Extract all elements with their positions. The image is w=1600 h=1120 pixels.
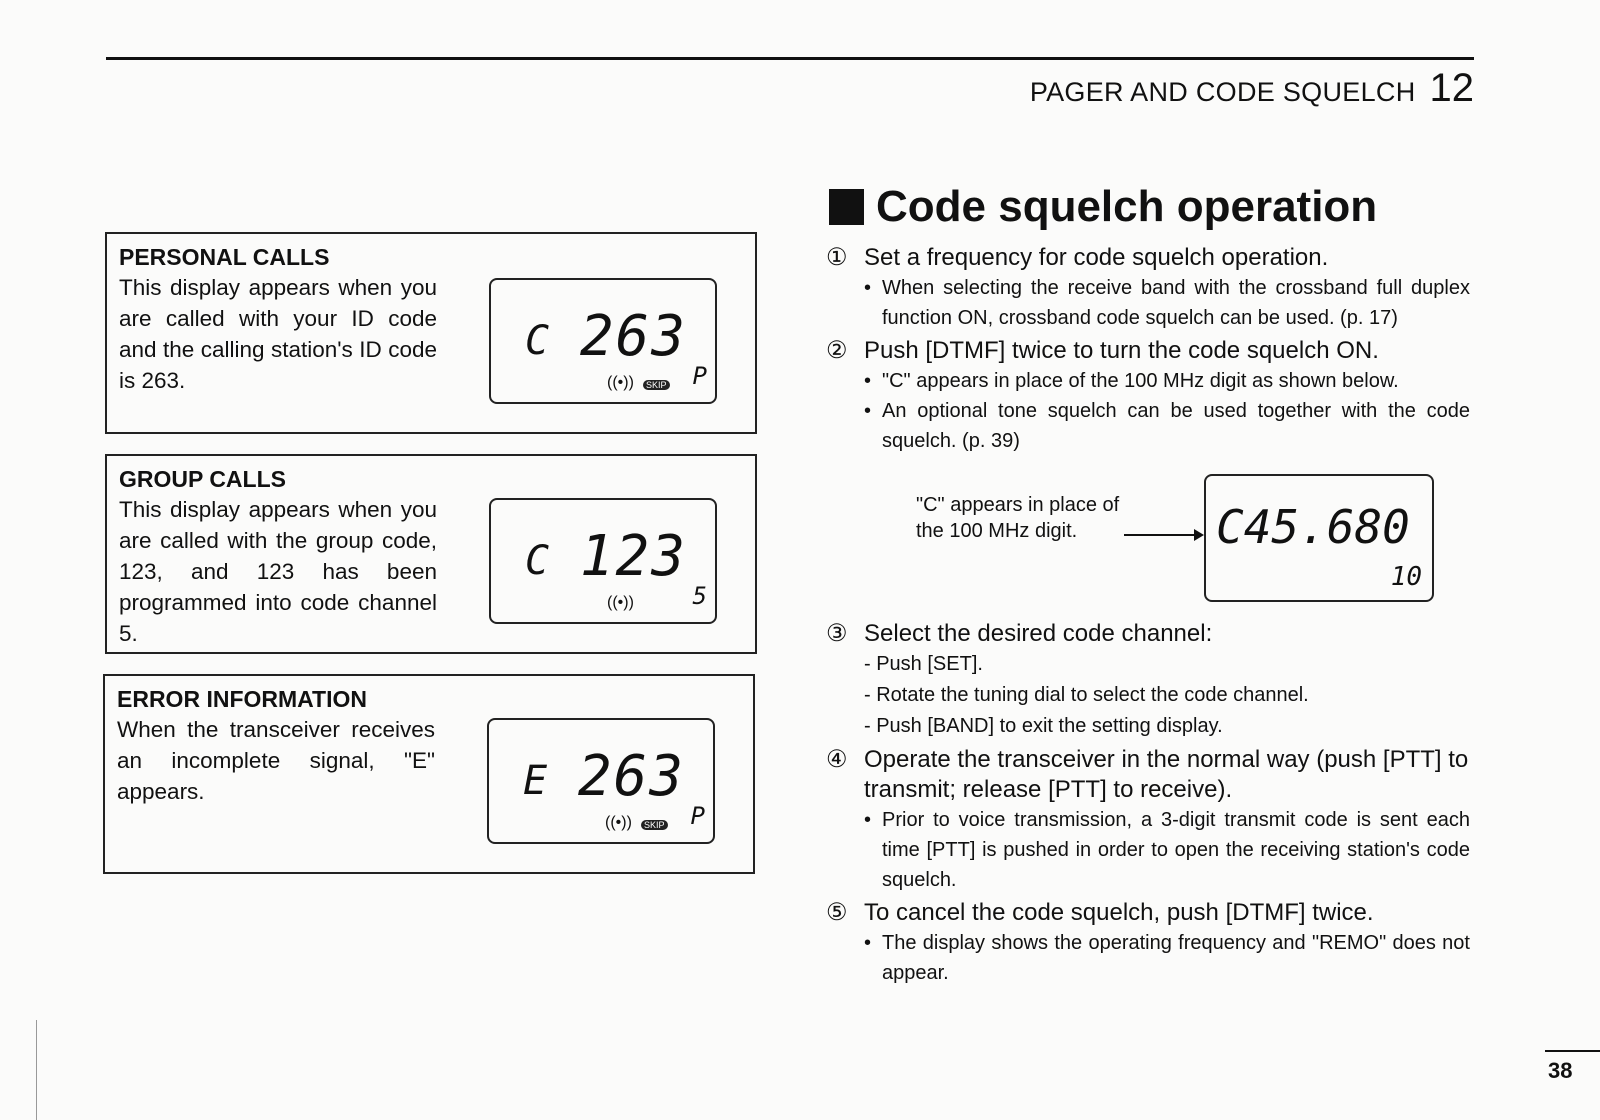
lcd-frequency: C45.680 — [1216, 500, 1410, 554]
signal-icon: ((•)) — [607, 374, 634, 391]
step-text: To cancel the code squelch, push [DTMF] twice. — [864, 899, 1374, 926]
lcd-sub-digits: 10 — [1390, 562, 1422, 592]
lcd-display — [489, 278, 717, 404]
lcd-mode-char: E — [523, 758, 548, 804]
signal-icon: ((•)) — [605, 814, 632, 831]
step-text: Operate the transceiver in the normal way (push [PTT] to transmit; release [PTT] to receive). — [864, 746, 1469, 803]
header-rule — [106, 57, 1474, 60]
lcd-display — [1204, 474, 1434, 602]
bullet-icon: • — [864, 932, 872, 954]
bullet-item — [864, 273, 1470, 333]
step-text: Set a frequency for code squelch operation. — [864, 244, 1329, 271]
section-heading — [829, 182, 1377, 232]
step — [826, 336, 1470, 366]
page-number: 38 — [1548, 1058, 1573, 1083]
instructions — [826, 240, 1470, 988]
box-body: When the transceiver receives an incomplete signal, "E" appears. — [117, 717, 435, 804]
arrow-icon — [1124, 534, 1202, 536]
bullet-icon: • — [864, 277, 872, 299]
step-number: ⑤ — [826, 899, 848, 926]
skip-badge: SKIP — [643, 380, 670, 390]
lcd-mode-char: C — [525, 318, 550, 364]
lcd-display — [489, 498, 717, 624]
lcd-figure — [826, 456, 1470, 616]
step-number: ④ — [826, 746, 848, 773]
step — [826, 898, 1470, 928]
step — [826, 745, 1470, 805]
black-square-icon — [829, 189, 864, 225]
bullet-icon: • — [864, 370, 872, 392]
lcd-indicator: P — [690, 802, 705, 830]
box-body: This display appears when you are called with your ID code and the calling station's ID code is 263. — [119, 275, 437, 393]
box-title: PERSONAL CALLS — [119, 244, 330, 270]
bullet-text: Prior to voice transmission, a 3-digit transmit code is sent each time [PTT] is pushed in order to open the receiving station's code squelch. — [882, 809, 1470, 891]
bullet-icon: • — [864, 400, 872, 422]
step — [826, 619, 1470, 649]
step-text: Push [DTMF] twice to turn the code squelch ON. — [864, 337, 1379, 364]
lcd-indicator: P — [692, 362, 707, 390]
figure-label: "C" appears in place of the 100 MHz digit. — [916, 494, 1120, 542]
signal-icon: ((•)) — [607, 594, 634, 611]
dash-item: - Push [BAND] to exit the setting display. — [864, 715, 1223, 737]
lcd-indicator: 5 — [692, 582, 707, 610]
bullet-item — [864, 805, 1470, 895]
dash-item: - Push [SET]. — [864, 653, 983, 675]
dash-item: - Rotate the tuning dial to select the code channel. — [864, 684, 1309, 706]
box-title: GROUP CALLS — [119, 466, 286, 492]
chapter-number: 12 — [1429, 66, 1474, 110]
bullet-item — [864, 928, 1470, 988]
page-number-rule — [1545, 1050, 1600, 1052]
skip-badge: SKIP — [641, 820, 668, 830]
bullet-text: The display shows the operating frequency and "REMO" does not appear. — [882, 932, 1470, 984]
step-number: ③ — [826, 620, 848, 647]
margin-line — [36, 1020, 37, 1120]
bullet-text: An optional tone squelch can be used together with the code squelch. (p. 39) — [882, 400, 1470, 452]
lcd-mode-char: C — [525, 538, 550, 584]
chapter-title: PAGER AND CODE SQUELCH — [1029, 77, 1416, 107]
lcd-digits: 123 — [579, 524, 687, 589]
bullet-icon: • — [864, 809, 872, 831]
section-title: Code squelch operation — [876, 182, 1378, 231]
lcd-digits: 263 — [579, 304, 687, 369]
lcd-display — [487, 718, 715, 844]
bullet-text: When selecting the receive band with the crossband full duplex function ON, crossband code squelch can be used. (p. 17) — [882, 277, 1470, 329]
step-text: Select the desired code channel: — [864, 620, 1213, 647]
box-body: This display appears when you are called with the group code, 123, and 123 has been programmed into code channel 5. — [119, 497, 437, 646]
step-number: ① — [826, 244, 848, 271]
group-calls-box — [105, 454, 757, 654]
step — [826, 243, 1470, 273]
page-header — [1030, 66, 1474, 111]
bullet-item — [864, 396, 1470, 456]
lcd-digits: 263 — [577, 744, 685, 809]
bullet-item — [864, 366, 1470, 396]
step-number: ② — [826, 337, 848, 364]
error-information-box — [103, 674, 755, 874]
personal-calls-box — [105, 232, 757, 434]
bullet-text: "C" appears in place of the 100 MHz digit as shown below. — [882, 370, 1399, 392]
box-title: ERROR INFORMATION — [117, 686, 368, 712]
